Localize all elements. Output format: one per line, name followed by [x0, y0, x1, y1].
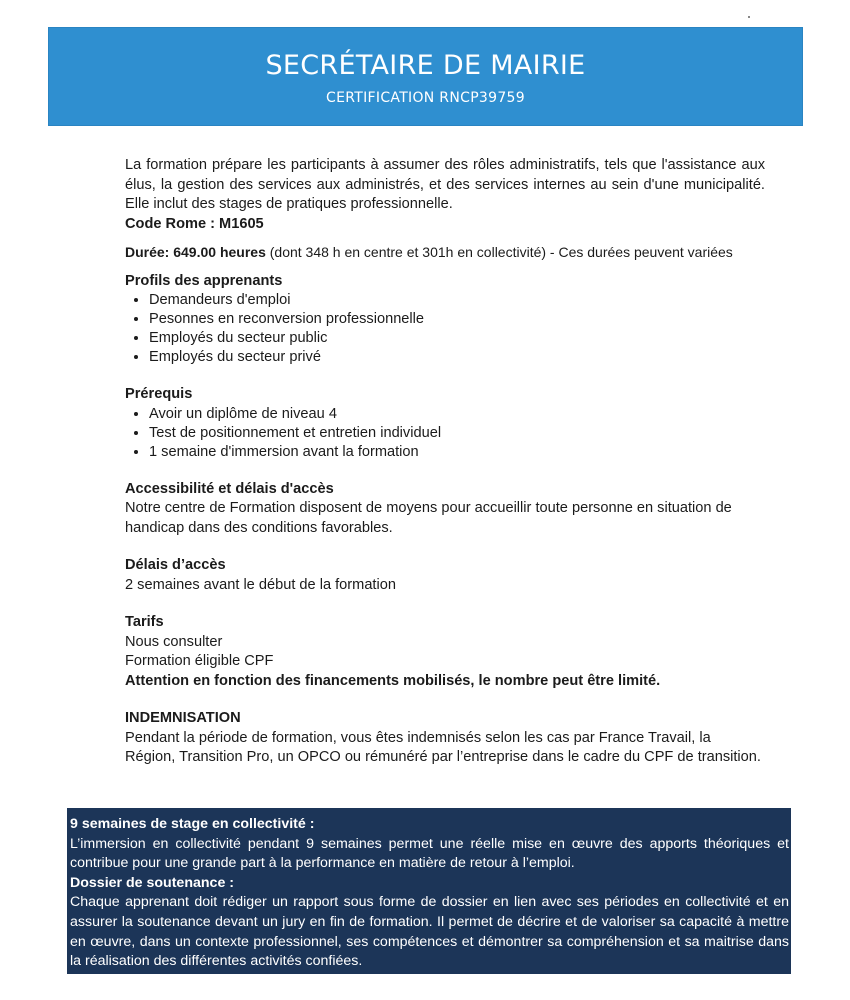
list-item: • Pesonnes en reconversion professionnelle — [149, 310, 765, 329]
duration-label: Durée: 649.00 heures — [125, 244, 266, 260]
accessibilite-text: Notre centre de Formation disposent de moyens pour accueillir toute personne en situation de handicap dans des conditions favorables. — [125, 500, 732, 536]
duration-detail: (dont 348 h en centre et 301h en collectivité) - Ces durées peuvent variées — [265, 244, 733, 260]
duration-line — [125, 243, 765, 263]
prerequis-heading: Prérequis — [125, 386, 193, 402]
delais-text: 2 semaines avant le début de la formation — [125, 576, 396, 593]
list-item: • Employés du secteur public — [149, 329, 765, 348]
profils-list — [125, 291, 765, 367]
list-item: • Test de positionnement et entretien individuel — [149, 424, 765, 443]
stage-heading: 9 semaines de stage en collectivité : — [70, 816, 315, 832]
list-item: • Employés du secteur privé — [149, 348, 765, 367]
tarifs-warning: Attention en fonction des financements mobilisés, le nombre peut être limité. — [125, 672, 661, 689]
stage-text: L’immersion en collectivité pendant 9 semaines permet une réelle mise en œuvre des apports théoriques et contribue pour une grande part à la performance en matière de retour à l’emploi. — [70, 835, 789, 872]
delais-heading: Délais d’accès — [125, 557, 226, 573]
info-box — [67, 808, 791, 974]
certification-subtitle: CERTIFICATION RNCP39759 — [326, 90, 525, 106]
indemnisation-text: Pendant la période de formation, vous êtes indemnisés selon les cas par France Travail, la Région, Transition Pro, un OPCO ou rémunéré par l’entreprise dans le cadre du CPF de transition. — [125, 729, 761, 765]
list-item: • 1 semaine d'immersion avant la formation — [149, 443, 765, 462]
tarifs-line-1: Nous consulter — [125, 633, 223, 650]
dossier-text: Chaque apprenant doit rédiger un rapport sous forme de dossier en lien avec ses périodes en collectivité et en assurer la soutenance devant un jury en fin de formation. Il permet de décrire et de valoriser sa capacité à mettre en œuvre, dans un contexte professionnel, ses compétences et démontrer sa compréhension et sa maitrise dans la réalisation des différentes activités confiées. — [70, 894, 789, 970]
page-title: SECRÉTAIRE DE MAIRIE — [265, 50, 586, 81]
scan-speck — [748, 16, 750, 18]
main-content — [125, 156, 765, 768]
list-item: • Demandeurs d'emploi — [149, 291, 765, 310]
list-item: • Avoir un diplôme de niveau 4 — [149, 405, 765, 424]
indemnisation-heading: INDEMNISATION — [125, 710, 241, 726]
intro-paragraph: La formation prépare les participants à assumer des rôles administratifs, tels que l'assistance aux élus, la gestion des services aux administrés, et des services internes au sein d'une municipalité. Elle inclut des stages de pratiques professionnelle. — [125, 157, 765, 212]
code-rome: Code Rome : M1605 — [125, 215, 264, 232]
dossier-heading: Dossier de soutenance : — [70, 874, 234, 891]
accessibilite-heading: Accessibilité et délais d'accès — [125, 480, 334, 497]
tarifs-line-2: Formation éligible CPF — [125, 653, 274, 669]
prerequis-list — [125, 405, 765, 462]
tarifs-heading: Tarifs — [125, 614, 164, 630]
header-banner — [49, 28, 802, 125]
profils-heading: Profils des apprenants — [125, 272, 283, 289]
